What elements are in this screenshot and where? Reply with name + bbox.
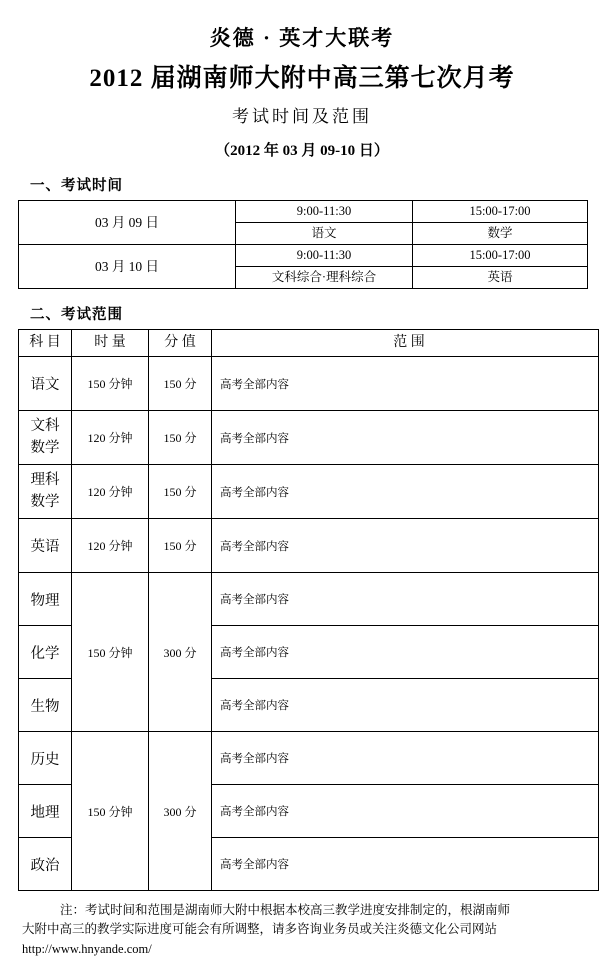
scope-subject: 物理	[19, 573, 72, 626]
exam-date: 03 月 09 日	[19, 201, 236, 245]
scope-subject: 化学	[19, 626, 72, 679]
column-header-range: 范 围	[212, 330, 599, 357]
footer-note-line2: 大附中高三的教学实际进度可能会有所调整，请多咨询业务员或关注炎德文化公司网站	[22, 922, 498, 937]
scope-subject: 生物	[19, 679, 72, 732]
scope-subject	[19, 411, 72, 465]
scope-range: 高考全部内容	[212, 573, 599, 626]
scope-range: 高考全部内容	[212, 838, 599, 891]
table-header-row	[19, 330, 599, 357]
scope-duration: 150 分钟	[72, 357, 149, 411]
scope-score: 150 分	[149, 357, 212, 411]
table-row	[19, 573, 599, 626]
exam-subject-afternoon: 英语	[413, 267, 588, 289]
footer-note-line1: 注：考试时间和范围是湖南师大附中根据本校高三教学进度安排制定的，根湖南师	[60, 903, 511, 917]
scope-subject: 英语	[19, 519, 72, 573]
scope-range: 高考全部内容	[212, 465, 599, 519]
document-page	[0, 22, 604, 972]
scope-duration: 150 分钟	[72, 573, 149, 732]
exam-subject-morning: 语文	[236, 223, 413, 245]
exam-date: 03 月 10 日	[19, 245, 236, 289]
exam-subject-afternoon: 数学	[413, 223, 588, 245]
scope-range: 高考全部内容	[212, 411, 599, 465]
scope-duration: 150 分钟	[72, 732, 149, 891]
page-date-range: （2012 年 03 月 09-10 日）	[215, 143, 389, 159]
footer-website-url[interactable]: http://www.hnyande.com/	[22, 941, 152, 956]
exam-slot-afternoon: 15:00-17:00	[413, 201, 588, 223]
page-title-brand: 炎德 · 英才大联考	[209, 26, 395, 50]
table-row	[19, 357, 599, 411]
scope-subject-line1: 理科	[30, 472, 60, 489]
scope-subject: 政治	[19, 838, 72, 891]
scope-subject: 地理	[19, 785, 72, 838]
table-row	[19, 519, 599, 573]
exam-scope-table	[18, 329, 599, 891]
scope-duration: 120 分钟	[72, 465, 149, 519]
scope-score: 150 分	[149, 465, 212, 519]
section-heading-scope: 二、考试范围	[30, 307, 123, 323]
column-header-score: 分 值	[149, 330, 212, 357]
scope-subject	[19, 465, 72, 519]
section-heading-time: 一、考试时间	[30, 178, 123, 194]
exam-slot-morning: 9:00-11:30	[236, 201, 413, 223]
scope-range: 高考全部内容	[212, 626, 599, 679]
column-header-duration: 时 量	[72, 330, 149, 357]
exam-subject-morning: 文科综合·理科综合	[236, 267, 413, 289]
scope-range: 高考全部内容	[212, 679, 599, 732]
scope-range: 高考全部内容	[212, 519, 599, 573]
table-row	[19, 245, 588, 267]
table-row	[19, 411, 599, 465]
exam-slot-afternoon: 15:00-17:00	[413, 245, 588, 267]
scope-duration: 120 分钟	[72, 519, 149, 573]
scope-subject: 历史	[19, 732, 72, 785]
column-header-subject: 科 目	[19, 330, 72, 357]
scope-subject-line2: 数学	[30, 439, 60, 456]
scope-subject-line1: 文科	[30, 418, 60, 435]
exam-time-table	[18, 200, 588, 289]
exam-slot-morning: 9:00-11:30	[236, 245, 413, 267]
scope-duration: 120 分钟	[72, 411, 149, 465]
scope-range: 高考全部内容	[212, 732, 599, 785]
table-row	[19, 201, 588, 223]
scope-subject: 语文	[19, 357, 72, 411]
scope-subject-line2: 数学	[30, 493, 60, 510]
page-title-main: 2012 届湖南师大附中高三第七次月考	[89, 65, 515, 92]
scope-range: 高考全部内容	[212, 785, 599, 838]
scope-score: 300 分	[149, 732, 212, 891]
table-row	[19, 465, 599, 519]
scope-score: 150 分	[149, 411, 212, 465]
scope-score: 300 分	[149, 573, 212, 732]
footer-note	[18, 901, 586, 959]
table-row	[19, 732, 599, 785]
page-subtitle: 考试时间及范围	[232, 107, 372, 126]
scope-score: 150 分	[149, 519, 212, 573]
scope-range: 高考全部内容	[212, 357, 599, 411]
